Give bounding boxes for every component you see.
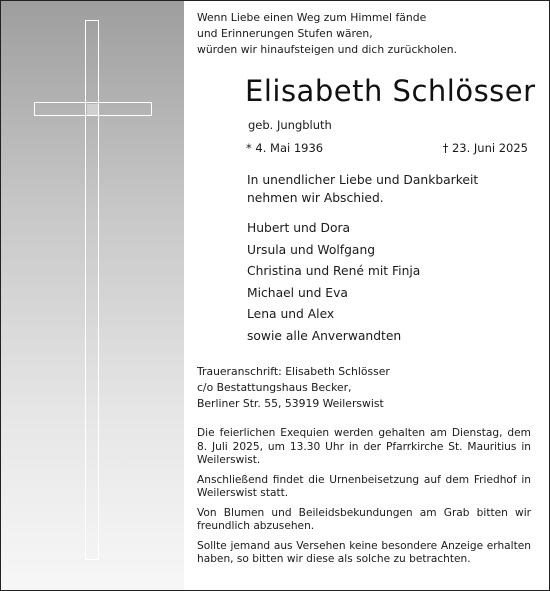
- maiden-name: geb. Jungbluth: [248, 118, 332, 132]
- address-line: Berliner Str. 55, 53919 Weilerswist: [197, 397, 384, 410]
- mourning-address: [197, 364, 390, 412]
- notice-paragraph: Anschließend findet die Urnenbeisetzung auf dem Friedhof in Weilerswist statt.: [197, 473, 531, 499]
- poem: [197, 10, 457, 58]
- birth-date: * 4. Mai 1936: [246, 141, 324, 155]
- dedication-line: In unendlicher Liebe und Dankbarkeit: [247, 173, 479, 187]
- notice-paragraph: Sollte jemand aus Versehen keine besondere Anzeige erhalten haben, so bitten wir diese als solche zu betrachten.: [197, 539, 531, 565]
- deceased-name: Elisabeth Schlösser: [245, 74, 536, 108]
- dedication-line: nehmen wir Abschied.: [247, 191, 384, 205]
- notice-paragraph: Von Blumen und Beileidsbekundungen am Grab bitten wir freundlich abzusehen.: [197, 506, 531, 532]
- cross-icon-center: [87, 104, 98, 115]
- poem-line: und Erinnerungen Stufen wären,: [197, 27, 373, 40]
- address-line: Traueranschrift: Elisabeth Schlösser: [197, 365, 390, 378]
- poem-line: Wenn Liebe einen Weg zum Himmel fände: [197, 11, 427, 24]
- address-line: c/o Bestattungshaus Becker,: [197, 381, 352, 394]
- mourner-item: Hubert und Dora: [247, 221, 351, 235]
- mourner-item: Christina und René mit Finja: [247, 264, 421, 278]
- gradient-side-panel: [1, 1, 184, 590]
- mourner-item: Ursula und Wolfgang: [247, 242, 376, 257]
- mourners-list: [247, 218, 420, 347]
- notice-paragraph: Die feierlichen Exequien werden gehalten am Dienstag, dem 8. Juli 2025, um 13.30 Uhr in der Pfarrkirche St. Mauritius in Weilerswist.: [197, 427, 531, 466]
- mourner-item: sowie alle Anverwandten: [247, 328, 402, 343]
- mourner-item: Lena und Alex: [247, 307, 335, 321]
- death-date: † 23. Juni 2025: [442, 141, 528, 155]
- cross-icon: [85, 20, 99, 560]
- poem-line: würden wir hinaufsteigen und dich zurückholen.: [197, 43, 457, 56]
- mourner-item: Michael und Eva: [247, 285, 348, 300]
- dedication: [247, 171, 478, 207]
- funeral-notice: [197, 427, 531, 573]
